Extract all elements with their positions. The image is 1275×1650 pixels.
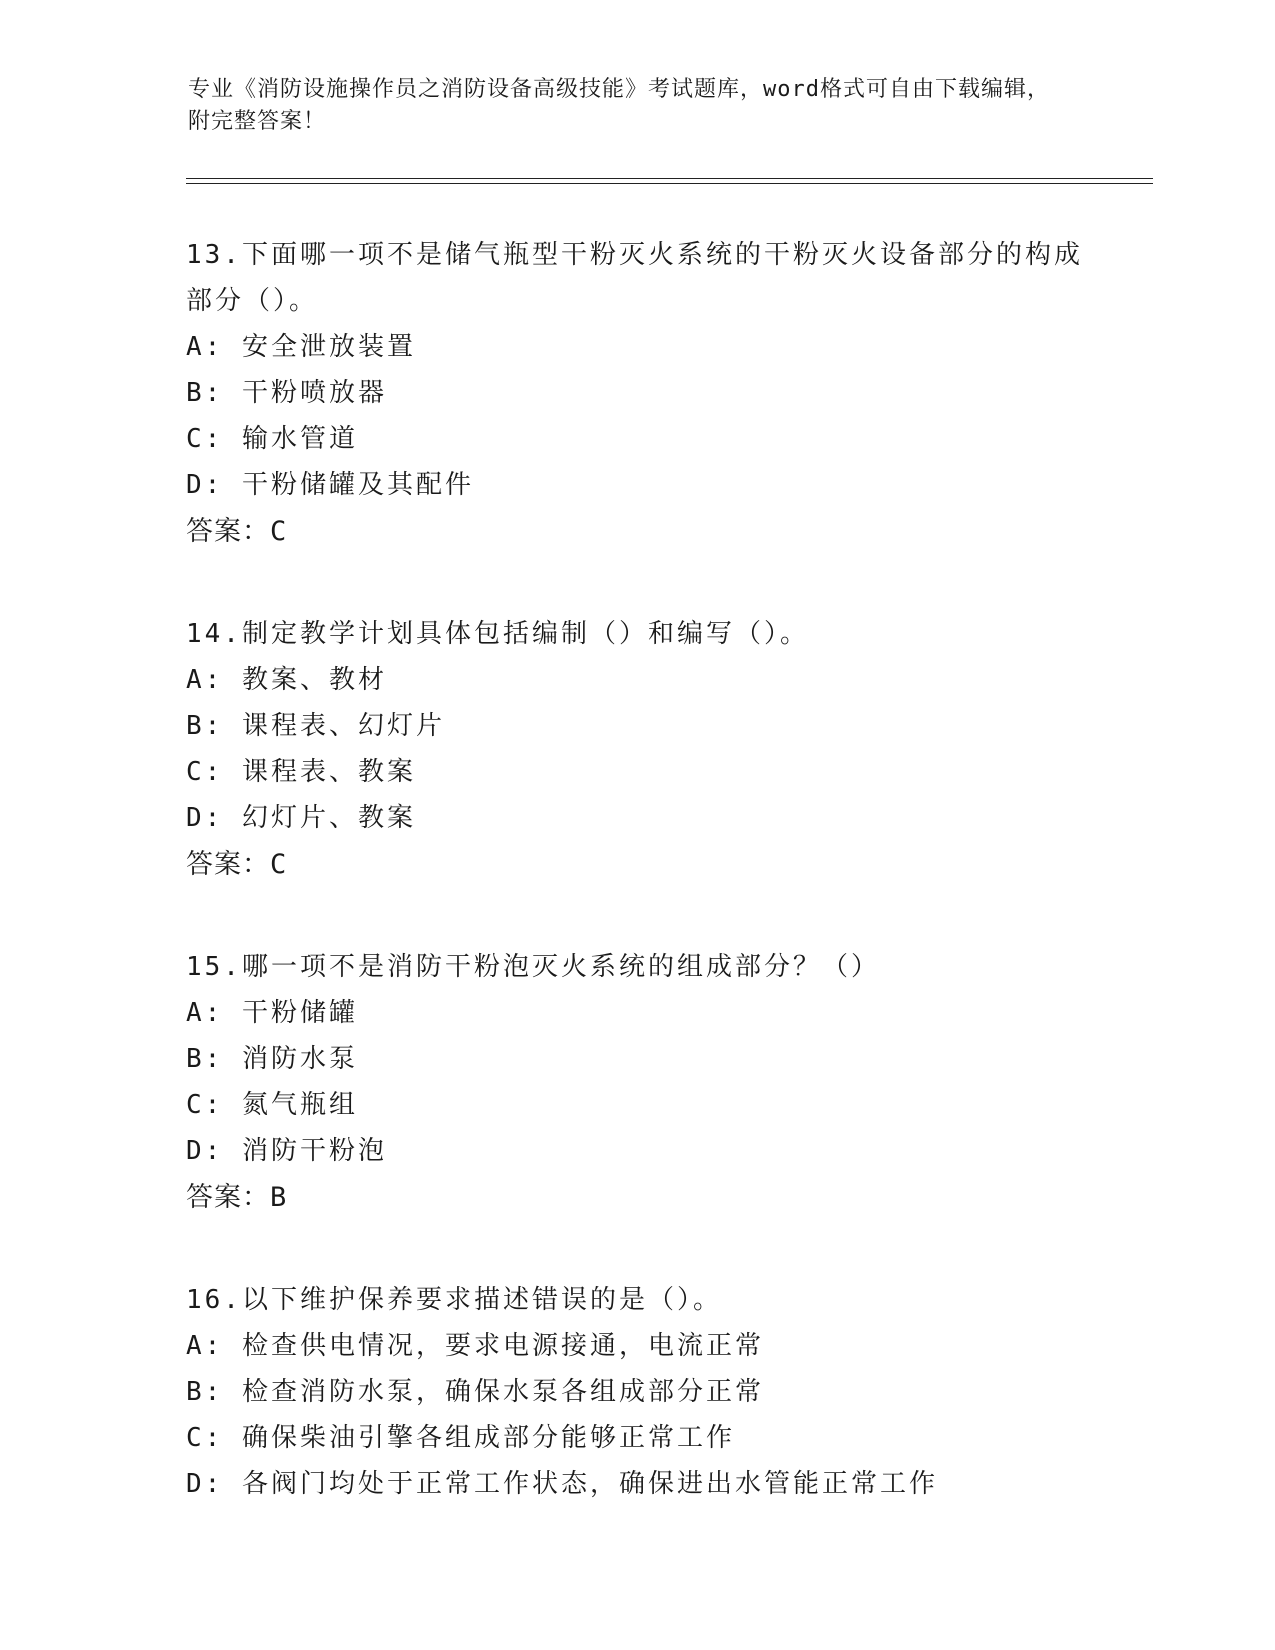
answer-line — [186, 841, 1086, 888]
option-b: B: 消防水泵 — [186, 1044, 358, 1074]
option-c: C: 确保柴油引擎各组成部分能够正常工作 — [186, 1423, 735, 1453]
option-a: A: 干粉储罐 — [186, 998, 358, 1028]
option-c: C: 氮气瓶组 — [186, 1090, 358, 1120]
document-header: 专业《消防设施操作员之消防设备高级技能》考试题库，word格式可自由下载编辑，附完整答案！ — [188, 77, 1050, 134]
option-d: D: 消防干粉泡 — [186, 1136, 387, 1166]
option-a: A: 安全泄放装置 — [186, 332, 416, 362]
option-b: B: 课程表、幻灯片 — [186, 711, 445, 741]
question-stem: 13.下面哪一项不是储气瓶型干粉灭火系统的干粉灭火设备部分的构成部分（）。 — [186, 240, 1083, 316]
answer-value: C — [270, 849, 288, 880]
answer-value: B — [270, 1182, 288, 1213]
question-stem: 14.制定教学计划具体包括编制（）和编写（）。 — [186, 619, 809, 649]
question-stem: 16.以下维护保养要求描述错误的是（）。 — [186, 1285, 722, 1315]
spacer — [186, 888, 1086, 944]
question-15 — [186, 944, 1086, 1221]
question-list — [186, 232, 1086, 1507]
answer-line — [186, 1174, 1086, 1221]
answer-label: 答案： — [186, 1182, 270, 1212]
question-13 — [186, 232, 1086, 555]
option-d: D: 幻灯片、教案 — [186, 803, 416, 833]
option-a: A: 教案、教材 — [186, 665, 387, 695]
answer-value: C — [270, 516, 288, 547]
question-14 — [186, 611, 1086, 888]
answer-label: 答案： — [186, 849, 270, 879]
answer-label: 答案： — [186, 516, 270, 546]
header-rule-top — [186, 178, 1153, 179]
header-rule-bottom — [186, 183, 1153, 184]
option-c: C: 输水管道 — [186, 424, 358, 454]
option-d: D: 各阀门均处于正常工作状态，确保进出水管能正常工作 — [186, 1469, 938, 1499]
question-stem: 15.哪一项不是消防干粉泡灭火系统的组成部分？（） — [186, 952, 880, 982]
option-d: D: 干粉储罐及其配件 — [186, 470, 474, 500]
spacer — [186, 555, 1086, 611]
option-b: B: 干粉喷放器 — [186, 378, 387, 408]
option-b: B: 检查消防水泵，确保水泵各组成部分正常 — [186, 1377, 764, 1407]
option-c: C: 课程表、教案 — [186, 757, 416, 787]
option-a: A: 检查供电情况，要求电源接通，电流正常 — [186, 1331, 764, 1361]
answer-line — [186, 508, 1086, 555]
spacer — [186, 1221, 1086, 1277]
question-16 — [186, 1277, 1086, 1507]
